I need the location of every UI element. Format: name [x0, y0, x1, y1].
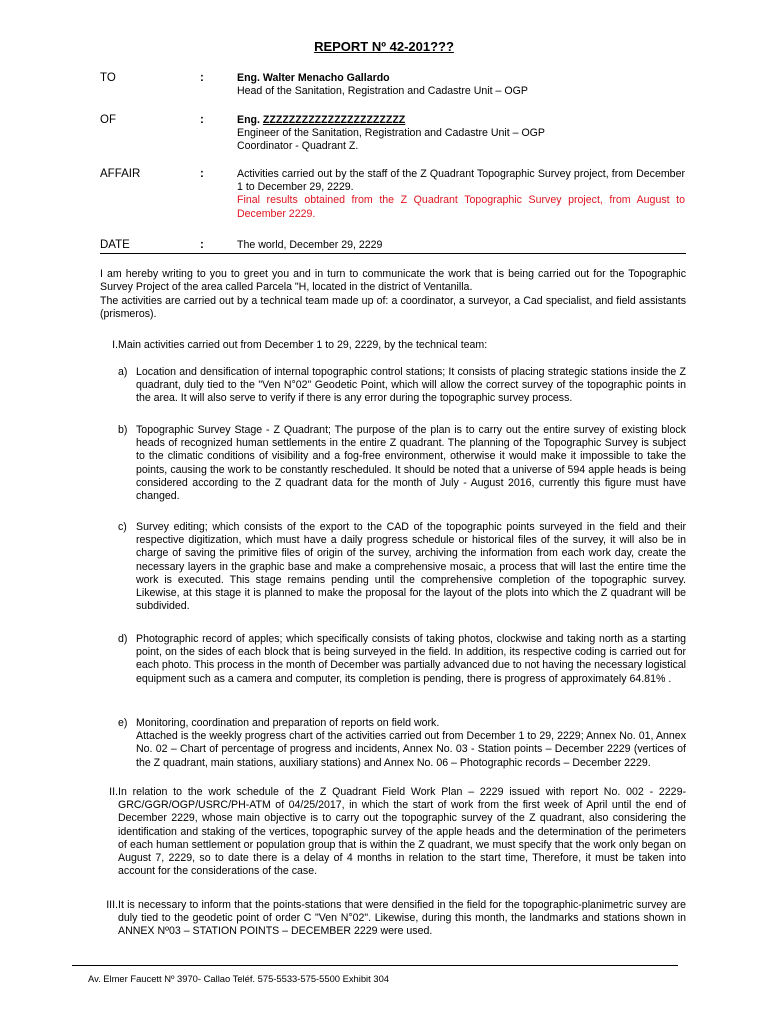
section-i-number: I. — [112, 339, 118, 351]
item-a-letter: a) — [118, 366, 128, 378]
item-d-text: Photographic record of apples; which specifically consists of taking photos, clockwise and taking north as a starting point, on the sides of each block that is being surveyed in the field. In addition, its respective coding is carried out for each photo. This process in the month of December was partially advanced due to not having the necessary logistical equipment such as a camera and computer, its completion is pending, there is progress of approximately 64.81% . — [136, 633, 686, 685]
affair-highlight: Final results obtained from the Z Quadrant Topographic Survey project, from August to December 2229. — [237, 194, 685, 220]
item-a-text: Location and densification of internal topographic control stations; It consists of placing strategic stations inside the Z quadrant, duly tied to the "Ven N°02" Geodetic Point, which will allow the correct survey of the topographic points in the area. It will also serve to verify if there is any error during the topographic survey process. — [136, 366, 686, 405]
item-d-letter: d) — [118, 633, 128, 645]
of-name-line — [237, 114, 685, 127]
item-e-letter: e) — [118, 717, 128, 729]
report-title: REPORT Nº 42-201??? — [314, 39, 454, 54]
section-i-text: Main activities carried out from December 1 to 29, 2229, by the technical team: — [118, 339, 488, 351]
intro-paragraph-2: The activities are carried out by a technical team made up of: a coordinator, a surveyor, a Cad specialist, and field assistants (prismeros). — [100, 295, 686, 321]
date-value: The world, December 29, 2229 — [237, 239, 383, 251]
to-value — [237, 72, 685, 98]
footer-address: Av. Elmer Faucett Nº 3970- Callao Teléf. 575-5533-575-5500 Exhibit 304 — [88, 973, 389, 984]
item-e-line2: Attached is the weekly progress chart of the activities carried out from December 1 to 29, 2229; Annex No. 01, Annex No. 02 – Chart of percentage of progress and incidents, Annex No. 03 - Station points – December 2229 (vertices of the Z quadrant, main stations, auxiliary stations) and Annex No. 06 – Photographic records – December 2229. — [136, 730, 686, 769]
of-value — [237, 114, 685, 154]
to-name: Eng. Walter Menacho Gallardo — [237, 72, 390, 84]
item-b-text: Topographic Survey Stage - Z Quadrant; The purpose of the plan is to carry out the entire survey of existing block heads of recognized human settlements in the entire Z quadrant. The planning of the Topographic Survey is subject to the climatic conditions of visibility and a fog-free environment, otherwise it would make it impossible to take the points, causing the work to be constantly rescheduled. It should be noted that a universe of 594 apple heads is being considered according to the Z quadrant data for the month of July - August 2016, currently this figure must have changed. — [136, 424, 686, 503]
header-divider — [100, 253, 686, 254]
to-role: Head of the Sanitation, Registration and Cadastre Unit – OGP — [237, 85, 528, 98]
of-role2: Coordinator - Quadrant Z. — [237, 140, 359, 153]
of-colon: : — [200, 114, 204, 126]
to-colon: : — [200, 72, 204, 84]
item-e-text — [136, 717, 686, 770]
of-name-prefix: Eng. — [237, 114, 263, 126]
section-iii-number: III. — [106, 899, 118, 911]
section-ii-text: In relation to the work schedule of the Z Quadrant Field Work Plan – 2229 issued with report No. 002 - 2229-GRC/GGR/OGP/USRC/PH-ATM of 04/25/2017, in which the start of work from the first week of April until the end of December 2229, whose main objective is to carry out the topographic survey of the Z quadrant, also considering the identification and staking of the vertices, topographic survey of the apple heads and the determination of the perimeters of each human settlement or population group that is within the Z quadrant, we must specify that the work only began on August 7, 2229, so to date there is a delay of 4 months in relation to the start time, Therefore, it must be taken into account for the considerations of the case. — [118, 786, 686, 878]
item-e-line1: Monitoring, coordination and preparation of reports on field work. — [136, 717, 440, 729]
of-role1: Engineer of the Sanitation, Registration and Cadastre Unit – OGP — [237, 127, 545, 140]
of-name: ZZZZZZZZZZZZZZZZZZZZZZ — [262, 114, 406, 126]
to-label: TO — [100, 72, 116, 84]
date-label: DATE — [100, 239, 130, 251]
item-b-letter: b) — [118, 424, 128, 436]
of-label: OF — [100, 114, 116, 126]
section-ii-number: II. — [109, 786, 118, 798]
date-colon: : — [200, 239, 204, 251]
affair-value — [237, 168, 685, 221]
item-c-letter: c) — [118, 521, 127, 533]
intro-paragraph-1: I am hereby writing to you to greet you and in turn to communicate the work that is being carried out for the Topographic Survey Project of the area called Parcela "H, located in the district of Ventanilla. — [100, 268, 686, 294]
footer-divider — [72, 965, 678, 966]
affair-colon: : — [200, 168, 204, 180]
affair-text: Activities carried out by the staff of the Z Quadrant Topographic Survey project, from December 1 to December 29, 2229. — [237, 168, 685, 194]
item-c-text: Survey editing; which consists of the export to the CAD of the topographic points surveyed in the field and their respective digitization, which must have a daily progress schedule or historical files of the survey, it will also be in charge of saving the primitive files of origin of the survey, archiving the information from each work day, create the necessary layers in the graphic base and make a comprehensive mosaic, a process that will last the entire time the work is executed. This stage remains pending until the comprehensive completion of the topographic survey. Likewise, at this stage it is planned to make the proposal for the layout of the plots into which the Z quadrant will be subdivided. — [136, 521, 686, 613]
affair-label: AFFAIR — [100, 168, 141, 180]
section-iii-text: It is necessary to inform that the points-stations that were densified in the field for the topographic-planimetric survey are duly tied to the geodetic point of order C "Ven N°02". Likewise, during this month, the landmarks and stations shown in ANNEX Nº03 – STATION POINTS – DECEMBER 2229 were used. — [118, 899, 686, 938]
